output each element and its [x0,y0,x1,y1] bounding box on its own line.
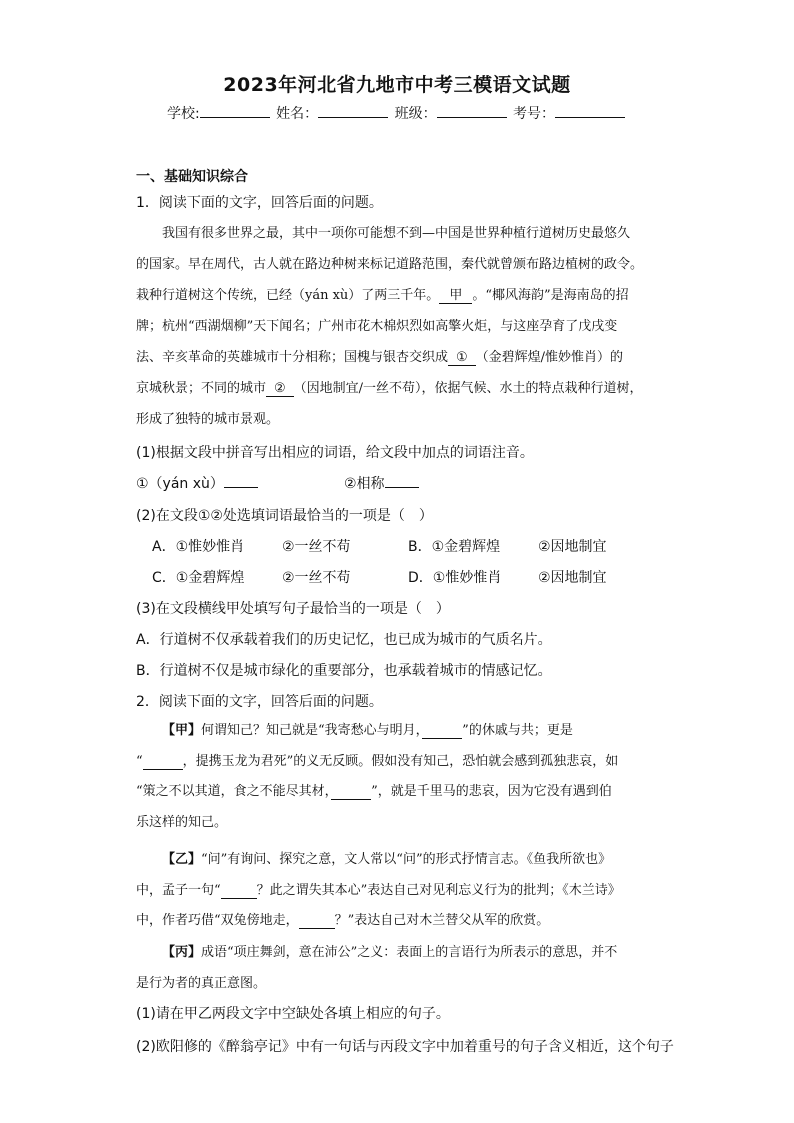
q1-sub3: (3)在文段横线甲处填写句子最恰当的一项是（ ） [136,601,450,617]
school-label: 学校: [166,106,200,122]
q1-sub2: (2)在文段①②处选填词语最恰当的一项是（ ） [136,508,433,524]
passage-line: 【乙】“问”有询问、探究之意，文人常以“问”的形式抒情言志。《鱼我所欲也》 [162,852,612,867]
option-d-2: ②因地制宜 [538,570,607,586]
section-heading: 一、基础知识综合 [136,169,248,185]
passage-line: 形成了独特的城市景观。 [136,412,280,427]
q2-passage-bing [136,938,658,999]
passage-line: 中，作者巧借“双兔傍地走， ？”表达自己对木兰替父从军的欣赏。 [136,913,550,928]
school-blank[interactable] [200,105,270,118]
class-blank[interactable] [437,105,507,118]
option-b-2: ②因地制宜 [538,539,607,555]
class-label: 班级： [394,106,437,122]
q2-passage-yi [136,845,658,937]
option-a-2: ②一丝不苟 [282,539,351,555]
q2-prompt: 2．阅读下面的文字，回答后面的问题。 [136,694,383,710]
blank-2: ② [266,381,294,397]
q1-sub1-answer-b: ②相称 [344,473,419,493]
name-label: 姓名： [276,106,319,122]
q1-sub1: (1)根据文段中拼音写出相应的词语，给文段中加点的词语注音。 [136,445,534,461]
exam-no-blank[interactable] [555,105,625,118]
passage-line: 是行为者的真正意图。 [136,975,267,991]
passage-line: 【甲】何谓知己？知己就是“我寄愁心与明月， ”的休戚与共；更是 [162,723,573,738]
passage-line: 我国有很多世界之最，其中一项你可能想不到—中国是世界种植行道树历史最悠久 [162,226,631,241]
option-b[interactable]: B．①金碧辉煌 [408,539,501,555]
page-title: 2023年河北省九地市中考三模语文试题 [223,74,571,96]
passage-line: 乐这样的知己。 [136,814,228,830]
student-info-line [0,103,794,123]
option-c[interactable]: C．①金碧辉煌 [152,570,245,586]
q1-sub3-option-a[interactable]: A．行道树不仅承载着我们的历史记忆，也已成为城市的气质名片。 [136,632,552,648]
q1-passage [136,218,658,435]
option-a[interactable]: A．①惟妙惟肖 [152,539,245,555]
answer-blank[interactable] [224,476,258,488]
blank-1: ① [448,350,476,366]
passage-line: 京城秋景；不同的城市 ② （因地制宜/一丝不苟），依据气候、水土的特点栽种行道树， [136,381,643,396]
passage-line: 中，孟子一句“ ？此之谓失其本心”表达自己对见利忘义行为的批判；《木兰诗》 [136,882,621,898]
passage-line: 【丙】成语“项庄舞剑，意在沛公”之义：表面上的言语行为所表示的意思，并不 [162,945,618,960]
q1-sub1-answer-a: ①（yán xù） [136,473,258,493]
q1-prompt: 1．阅读下面的文字，回答后面的问题。 [136,195,383,211]
option-c-2: ②一丝不苟 [282,570,351,586]
q2-sub2: (2)欧阳修的《醉翁亭记》中有一句话与丙段文字中加着重号的句子含义相近，这个句子 [136,1039,674,1055]
name-blank[interactable] [318,105,388,118]
passage-line: 法、辛亥革命的英雄城市十分相称；国槐与银杏交织成 ① （金碧辉煌/惟妙惟肖）的 [136,350,624,365]
passage-line: “ ，提携玉龙为君死”的义无反顾。假如没有知己，恐怕就会感到孤独悲哀，如 [136,753,619,769]
q2-passage-jia [136,716,658,838]
q1-sub3-option-b[interactable]: B．行道树不仅是城市绿化的重要部分，也承载着城市的情感记忆。 [136,663,552,679]
passage-line: 牌；杭州“西湖烟柳”天下闻名；广州市花木棉炽烈如高擎火炬，与这座孕育了戊戌变 [136,319,618,334]
option-d[interactable]: D．①惟妙惟肖 [408,570,502,586]
passage-line: 栽种行道树这个传统，已经（yán xù）了两三千年。 甲 。“椰风海韵”是海南岛的招 [136,288,629,303]
q2-sub1: (1)请在甲乙两段文字中空缺处各填上相应的句子。 [136,1006,450,1022]
passage-line: 的国家。早在周代，古人就在路边种树来标记道路范围，秦代就曾颁布路边植树的政令。 [136,257,644,272]
answer-blank[interactable] [385,476,419,488]
exam-no-label: 考号： [513,106,556,122]
blank-jia: 甲 [439,288,472,304]
passage-line: “策之不以其道，食之不能尽其材， ”，就是千里马的悲哀，因为它没有遇到伯 [136,784,612,799]
